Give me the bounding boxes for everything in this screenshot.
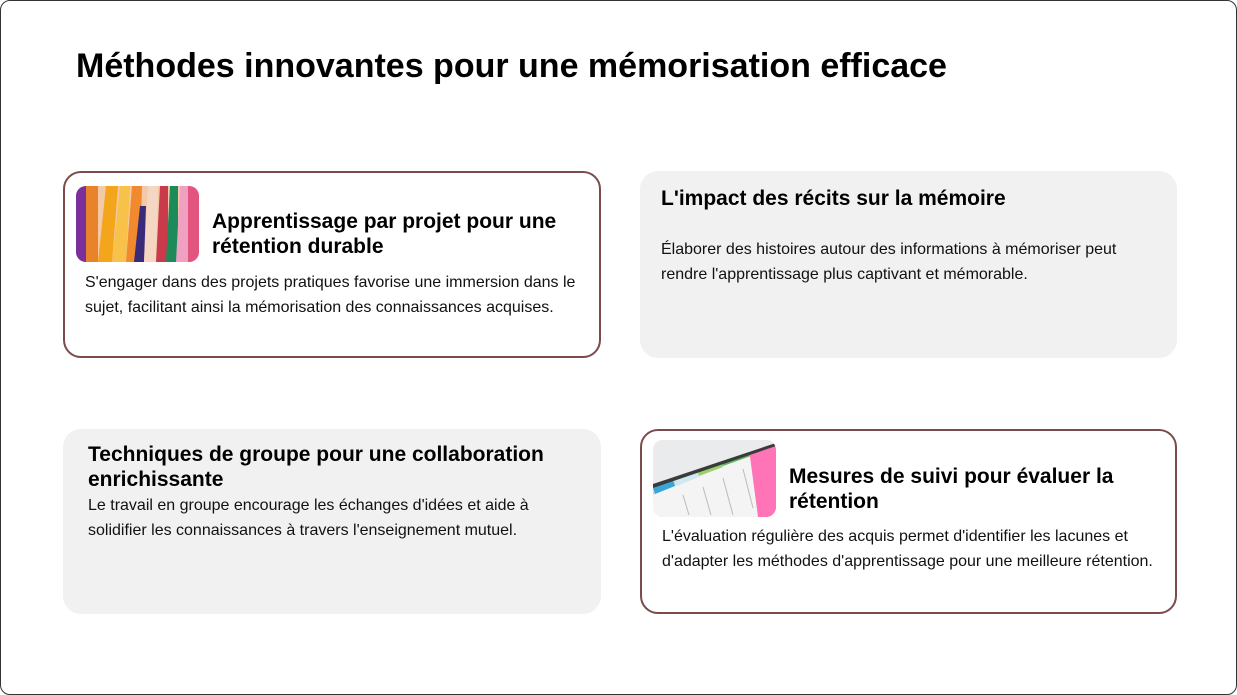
card-heading: Apprentissage par projet pour une rétention durable: [212, 210, 557, 258]
card-heading: Techniques de groupe pour une collaboration enrichissante: [88, 443, 544, 491]
card-body: Le travail en groupe encourage les échanges d'idées et aide à solidifier les connaissances à travers l'enseignement mutuel.: [88, 497, 529, 539]
card-body: L'évaluation régulière des acquis permet d'identifier les lacunes et d'adapter les méthodes d'apprentissage pour une meilleure rétention.: [662, 528, 1153, 570]
card-heading: L'impact des récits sur la mémoire: [661, 187, 1006, 210]
card-project-learning: [63, 171, 601, 358]
card-tracking-measures: [640, 429, 1177, 614]
card-body: Élaborer des histoires autour des informations à mémoriser peut rendre l'apprentissage plus captivant et mémorable.: [661, 241, 1117, 283]
colored-pencils-icon: [76, 186, 199, 262]
card-body: S'engager dans des projets pratiques favorise une immersion dans le sujet, facilitant ainsi la mémorisation des connaissances acquises.: [85, 274, 576, 316]
tabbed-notebook-icon: [653, 440, 776, 517]
card-storytelling: [640, 171, 1177, 358]
page-title: Méthodes innovantes pour une mémorisation efficace: [76, 47, 947, 85]
card-heading: Mesures de suivi pour évaluer la rétention: [789, 465, 1114, 513]
card-group-techniques: [63, 429, 601, 614]
